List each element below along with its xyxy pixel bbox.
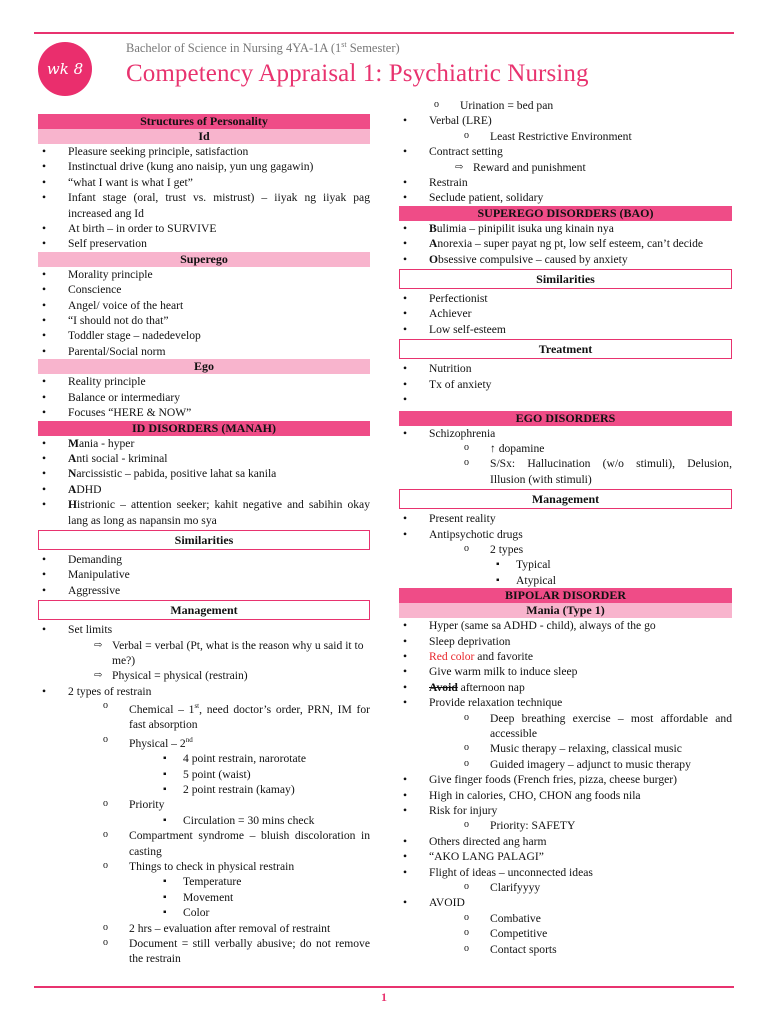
list-item: o Guided imagery – adjunct to music therapy: [464, 757, 732, 772]
list-item: • Parental/Social norm: [38, 344, 370, 359]
item-text: Verbal (LRE): [429, 114, 492, 128]
list-item: o Music therapy – relaxing, classical music: [464, 741, 732, 756]
list-item: o Clarifyyyy: [464, 880, 732, 895]
list-item: [399, 236, 732, 251]
initial-letter: O: [429, 252, 439, 266]
heading-management: Management: [38, 600, 370, 620]
left-column: [38, 114, 370, 967]
circle-list: [429, 880, 732, 895]
item-text: bsessive compulsive – caused by anxiety: [438, 252, 628, 266]
list-item: • “what I want is what I get”: [38, 175, 370, 190]
item-text: Things to check in physical restrain: [129, 859, 295, 873]
list-item: o Urination = bed pan: [434, 98, 732, 113]
list-item: [399, 803, 732, 834]
item-text: , need doctor’s order, PRN, IM for fast absorption: [129, 703, 370, 732]
list-item: [38, 436, 370, 451]
heading-management-right: Management: [399, 489, 732, 509]
list-item: ⇨ Reward and punishment: [455, 160, 732, 175]
square-list: [129, 874, 370, 920]
item-text: Physical – 2: [129, 736, 186, 750]
heading-treatment: Treatment: [399, 339, 732, 359]
list-item: ▪ Temperature: [163, 874, 370, 889]
ordinal-sup: st: [194, 702, 200, 711]
list-item: • Infant stage (oral, trust vs. mistrust) – iiyak ng iiyak pag increased ang Id: [38, 190, 370, 221]
heading-similarities-right: Similarities: [399, 269, 732, 289]
list-item: ▪ Typical: [496, 557, 732, 572]
list-item: [399, 252, 732, 267]
right-column: [399, 98, 732, 957]
list-item: ▪ 4 point restrain, narorotate: [163, 751, 370, 766]
list-item: o Combative: [464, 911, 732, 926]
list-item: • Perfectionist: [399, 291, 732, 306]
heading-id: Id: [38, 129, 370, 144]
heading-id-disorders: ID DISORDERS (MANAH): [38, 421, 370, 436]
item-text: Antipsychotic drugs: [429, 527, 523, 541]
list-item: o Priority: SAFETY: [464, 818, 732, 833]
list-item: • Pleasure seeking principle, satisfaction: [38, 144, 370, 159]
initial-letter: M: [68, 436, 79, 450]
heading-bipolar: BIPOLAR DISORDER: [399, 588, 732, 603]
list-item: ▪ Movement: [163, 890, 370, 905]
circle-list: [429, 818, 732, 833]
page-title: Competency Appraisal 1: Psychiatric Nursing: [126, 60, 589, 87]
list-item: • Aggressive: [38, 583, 370, 598]
list-item: ▪ Color: [163, 905, 370, 920]
circle-list: [429, 441, 732, 487]
heading-ego-disorders: EGO DISORDERS: [399, 411, 732, 426]
list-item: • Angel/ voice of the heart: [38, 298, 370, 313]
list-item: • Self preservation: [38, 236, 370, 251]
list-item: ▪ Atypical: [496, 573, 732, 588]
circle-list: [429, 129, 732, 144]
item-text: Schizophrenia: [429, 426, 496, 440]
list-item: o Deep breathing exercise – most affordable and accessible: [464, 711, 732, 742]
list-item: [38, 466, 370, 481]
circle-list: [429, 711, 732, 773]
list-item: • “I should not do that”: [38, 313, 370, 328]
list-item: • Toddler stage – nadedevelop: [38, 328, 370, 343]
heading-structures: Structures of Personality: [38, 114, 370, 129]
item-text: Set limits: [68, 623, 113, 637]
item-text: and favorite: [474, 649, 533, 663]
management-right-list: [399, 511, 732, 588]
list-item: • Morality principle: [38, 267, 370, 282]
list-item: [399, 392, 732, 407]
arrow-list: [68, 638, 370, 684]
list-item: [103, 797, 370, 828]
initial-letter: N: [68, 467, 77, 481]
list-item: [103, 699, 370, 733]
heading-superego: Superego: [38, 252, 370, 267]
item-text: nti social - kriminal: [76, 451, 168, 465]
item-text: arcissistic – pabida, positive lahat sa kanila: [76, 467, 277, 481]
page-number: 1: [381, 990, 387, 1004]
struck-text: Avoid: [429, 680, 458, 694]
week-badge: [38, 42, 92, 96]
item-text: norexia – super payat ng pt, low self esteem, can’t decide: [437, 237, 704, 251]
initial-letter: A: [68, 451, 77, 465]
list-item: o Compartment syndrome – bluish discoloration in casting: [103, 828, 370, 859]
id-disorders-list: [38, 436, 370, 528]
list-item: ▪ 5 point (waist): [163, 767, 370, 782]
square-list: [129, 813, 370, 828]
red-text: Red color: [429, 649, 475, 663]
similarities-right-list: [399, 291, 732, 337]
arrow-list: [429, 160, 732, 175]
footer-rule: [34, 986, 734, 988]
list-item: • Others directed ang harm: [399, 834, 732, 849]
list-item: [399, 680, 732, 695]
management-list: [38, 622, 370, 967]
square-list: [490, 557, 732, 588]
list-item: • Low self-esteem: [399, 322, 732, 337]
superego-disorders-list: [399, 221, 732, 267]
list-item: [103, 733, 370, 797]
subtitle-end: Semester): [346, 41, 400, 56]
list-item: • Restrain: [399, 175, 732, 190]
item-text: AVOID: [429, 896, 465, 910]
list-item: • Nutrition: [399, 361, 732, 376]
item-text: Priority: [129, 798, 165, 812]
item-text: Provide relaxation technique: [429, 696, 563, 710]
list-item: [399, 527, 732, 589]
ordinal-sup: nd: [185, 735, 193, 744]
heading-superego-disorders: SUPEREGO DISORDERS (BAO): [399, 206, 732, 221]
heading-similarities: Similarities: [38, 530, 370, 550]
list-item: • Present reality: [399, 511, 732, 526]
list-item: o Least Restrictive Environment: [464, 129, 732, 144]
subtitle-text: Bachelor of Science in Nursing 4YA-1A (1: [126, 41, 342, 56]
list-item: o Document = still verbally abusive; do not remove the restrain: [103, 936, 370, 967]
item-text: DHD: [76, 482, 102, 496]
list-item: • Demanding: [38, 552, 370, 567]
list-item: [38, 622, 370, 684]
similarities-list: [38, 552, 370, 598]
list-item: o S/Sx: Hallucination (w/o stimuli), Delusion, Illusion (with stimuli): [464, 456, 732, 487]
list-item: • Give warm milk to induce sleep: [399, 664, 732, 679]
list-item: ▪ Circulation = 30 mins check: [163, 813, 370, 828]
list-item: • Focuses “HERE & NOW”: [38, 405, 370, 420]
course-subtitle: [126, 40, 400, 56]
list-item: [38, 451, 370, 466]
initial-letter: A: [429, 237, 438, 251]
list-item: • Manipulative: [38, 567, 370, 582]
list-item: • High in calories, CHO, CHON ang foods nila: [399, 788, 732, 803]
ego-list: [38, 374, 370, 420]
list-item: [399, 895, 732, 957]
list-item: o Competitive: [464, 926, 732, 941]
list-item: • Tx of anxiety: [399, 377, 732, 392]
item-text: ulimia – pinipilit isuka ung kinain nya: [436, 221, 614, 235]
list-item: • “AKO LANG PALAGI”: [399, 849, 732, 864]
item-text: 2 types: [490, 542, 524, 556]
list-item: [399, 649, 732, 664]
list-item: [38, 684, 370, 967]
list-item: • At birth – in order to SURVIVE: [38, 221, 370, 236]
list-item: • Sleep deprivation: [399, 634, 732, 649]
item-text: Contract setting: [429, 145, 503, 159]
list-item: • Instinctual drive (kung ano naisip, yun ung gagawin): [38, 159, 370, 174]
heading-ego: Ego: [38, 359, 370, 374]
item-text: 2 types of restrain: [68, 684, 152, 698]
list-item: • Achiever: [399, 306, 732, 321]
id-list: [38, 144, 370, 252]
circle-list: [429, 911, 732, 957]
item-text: Chemical – 1: [129, 703, 195, 717]
list-item: [399, 113, 732, 144]
list-item: • Balance or intermediary: [38, 390, 370, 405]
circle-list: [399, 98, 732, 113]
list-item: • Give finger foods (French fries, pizza, cheese burger): [399, 772, 732, 787]
list-item: [399, 865, 732, 896]
list-item: [399, 144, 732, 175]
list-item: ⇨ Verbal = verbal (Pt, what is the reason why u said it to me?): [94, 638, 370, 669]
square-list: [129, 751, 370, 797]
circle-list: [68, 699, 370, 967]
list-item: [399, 695, 732, 772]
list-item: [103, 859, 370, 921]
initial-letter: A: [68, 482, 77, 496]
list-item: o 2 hrs – evaluation after removal of restraint: [103, 921, 370, 936]
week-badge-label: wk 8: [46, 60, 84, 78]
list-item: [399, 221, 732, 236]
list-item: [38, 497, 370, 528]
item-text: ania - hyper: [78, 436, 135, 450]
initial-letter: H: [68, 498, 78, 512]
list-item: o Contact sports: [464, 942, 732, 957]
item-text: Flight of ideas – unconnected ideas: [429, 865, 593, 879]
header-rule: [34, 32, 734, 34]
management-continued-list: [399, 113, 732, 205]
list-item: [38, 482, 370, 497]
item-text: Risk for injury: [429, 804, 498, 818]
list-item: • Hyper (same sa ADHD - child), always of the go: [399, 618, 732, 633]
list-item: [399, 426, 732, 488]
list-item: [464, 542, 732, 588]
subtitle-sup: st: [341, 40, 347, 49]
treatment-list: [399, 361, 732, 407]
item-text: istrionic – attention seeker; kahit negative and sabihin okay lang as long as napansin mo sya: [68, 498, 370, 527]
circle-list: [429, 542, 732, 588]
heading-mania: Mania (Type 1): [399, 603, 732, 618]
initial-letter: B: [429, 221, 437, 235]
item-text: afternoon nap: [457, 680, 525, 694]
list-item: ▪ 2 point restrain (kamay): [163, 782, 370, 797]
superego-list: [38, 267, 370, 359]
ego-disorders-list: [399, 426, 732, 488]
list-item: • Reality principle: [38, 374, 370, 389]
list-item: • Seclude patient, solidary: [399, 190, 732, 205]
list-item: ⇨ Physical = physical (restrain): [94, 668, 370, 683]
list-item: • Conscience: [38, 282, 370, 297]
mania-list: [399, 618, 732, 957]
list-item: o ↑ dopamine: [464, 441, 732, 456]
